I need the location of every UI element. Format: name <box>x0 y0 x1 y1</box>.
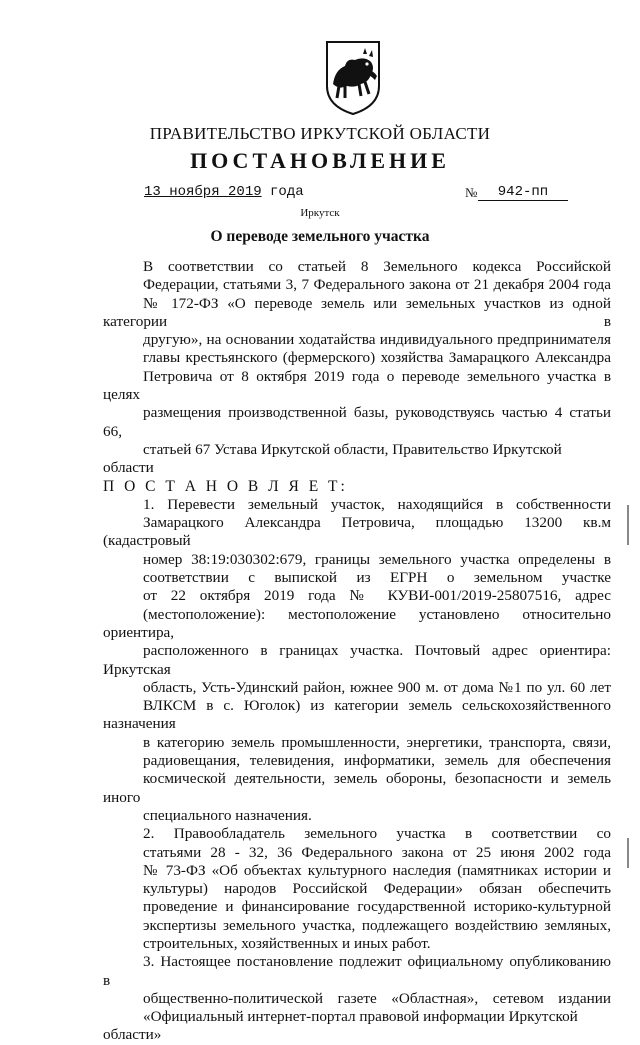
postanovlyaet: П О С Т А Н О В Л Я Е Т: <box>103 477 348 495</box>
scan-margin-mark <box>627 838 629 868</box>
document-body <box>103 258 611 1045</box>
date-suffix: года <box>270 184 304 200</box>
item-2-paragraph: 2. Правообладатель земельного участка в соответствии со статьями 28 - 32, 36 Федерального закона от 25 июня 2002 года № 73-ФЗ «Об объектах культурного наследия (памятниках истории и культуры) народов Российской Федерации» обязан обеспечить проведение и финансирование государственной историко-культурной экспертизы земельного участка, подлежащего воздействию земляных, строительных, хозяйственных и иных работ. <box>143 825 611 952</box>
document-title: О переводе земельного участка <box>210 228 430 245</box>
coat-of-arms-icon <box>325 40 381 116</box>
document-number: 942-пп <box>478 184 568 201</box>
number-label: № <box>465 185 478 200</box>
city: Иркутск <box>300 207 340 219</box>
document-type: ПОСТАНОВЛЕНИЕ <box>190 148 450 173</box>
government-name: ПРАВИТЕЛЬСТВО ИРКУТСКОЙ ОБЛАСТИ <box>149 124 491 143</box>
document-date <box>144 184 304 200</box>
item-3-paragraph: 3. Настоящее постановление подлежит официальному опубликованию в общественно-политической газете «Областная», сетевом издании «Официальный интернет-портал правовой информации Иркутской области» <box>103 953 611 1044</box>
item-1-paragraph: 1. Перевести земельный участок, находящийся в собственности Замарацкого Александра Петровича, площадью 13200 кв.м (кадастровый номер 38:19:030302:679, границы земельного участка определены в соответствии с выпиской из ЕГРН о земельном участке от 22 октября 2019 года № КУВИ-001/2019-25807516, адрес (местоположение): местоположение установлено относительно ориентира, расположенного в границах участка. Почтовый адрес ориентира: Иркутская область, Усть-Удинский район, южнее 900 м. от дома №1 по ул. 60 лет ВЛКСМ в с. Юголок) из категории земель сельскохозяйственного назначения в категорию земель промышленности, энергетики, транспорта, связи, радиовещания, телевидения, информатики, земель для обеспечения космической деятельности, земель обороны, безопасности и земель иного специального назначения. <box>103 495 611 824</box>
preamble-paragraph: В соответствии со статьей 8 Земельного кодекса Российской Федерации, статьями 3, 7 Федерального закона от 21 декабря 2004 года № 172-ФЗ «О переводе земель или земельных участков из одной категории в другую», на основании ходатайства индивидуального предпринимателя главы крестьянского (фермерского) хозяйства Замарацкого Александра Петровича от 8 октября 2019 года о переводе земельного участка в целях размещения производственной базы, руководствуясь частью 4 статьи 66, статьей 67 Устава Иркутской области, Правительство Иркутской области <box>103 258 611 477</box>
date-value: 13 ноября 2019 <box>144 184 262 200</box>
scan-margin-mark <box>627 505 629 545</box>
